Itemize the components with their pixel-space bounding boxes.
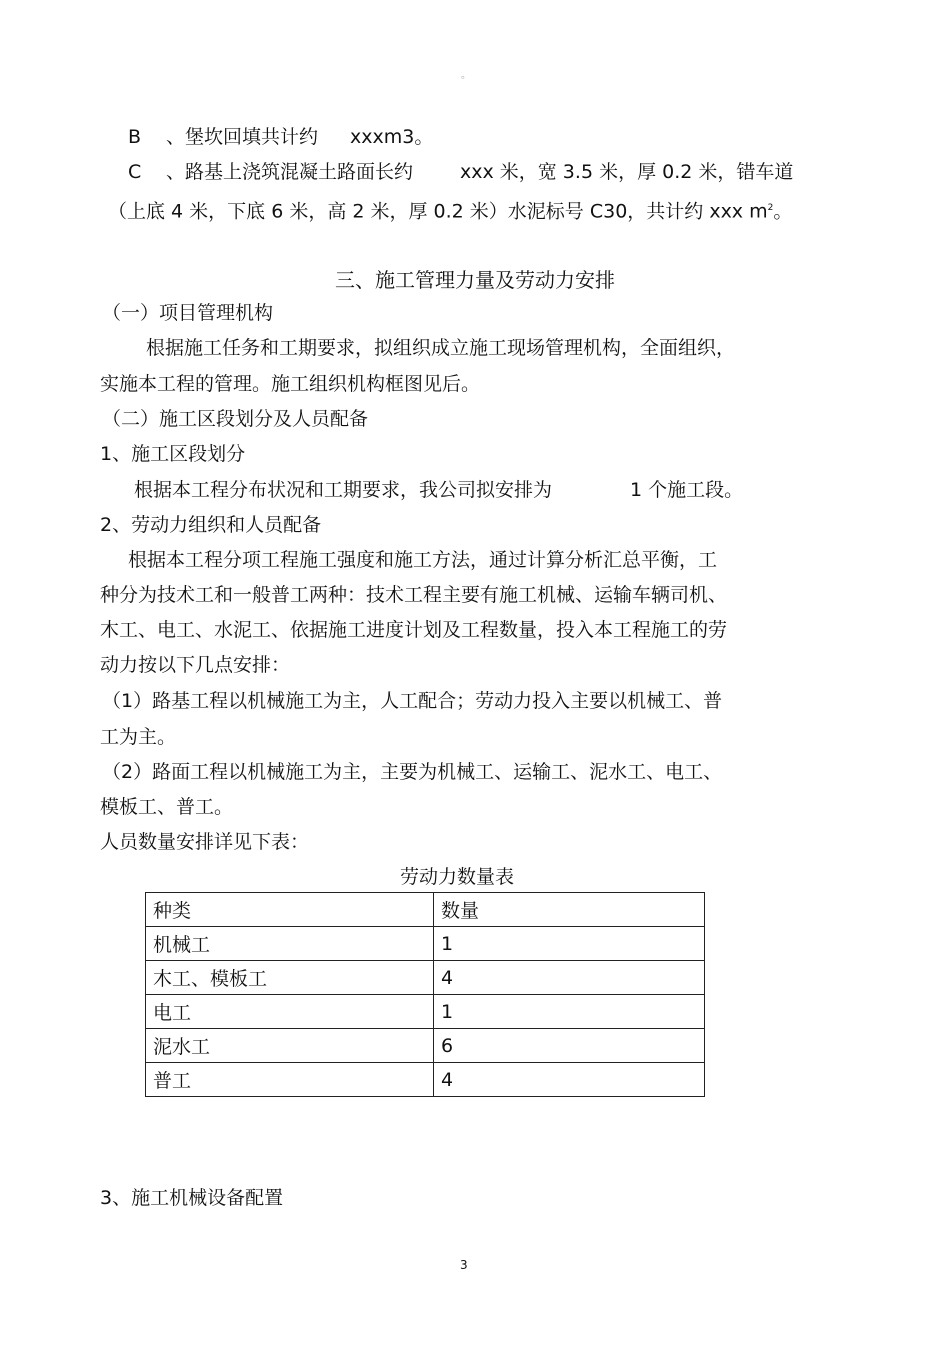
point-2-line-1: （2）路面工程以机械施工为主，主要为机械工、运输工、泥水工、电工、 — [102, 761, 723, 783]
item-2-line-1: 根据本工程分项工程施工强度和施工方法，通过计算分析汇总平衡，工 — [128, 549, 718, 571]
table-row — [146, 961, 705, 995]
item-b-letter: B — [128, 126, 142, 148]
item-b-text: 、堡坎回填共计约 — [166, 126, 319, 148]
cell-category: 电工 — [146, 995, 434, 1029]
cell-quantity: 4 — [434, 1063, 705, 1097]
item-2-title: 2、劳动力组织和人员配备 — [100, 514, 322, 536]
point-2-line-2: 模板工、普工。 — [100, 796, 234, 818]
item-b-value: xxxm3。 — [350, 126, 434, 148]
table-row — [146, 927, 705, 961]
table-intro: 人员数量安排详见下表： — [100, 831, 310, 853]
item-c-text2: xxx 米，宽 3.5 米，厚 0.2 米，错车道 — [460, 161, 794, 183]
page-number: 3 — [460, 1258, 468, 1272]
item-2-line-2: 种分为技术工和一般普工两种：技术工程主要有施工机械、运输车辆司机、 — [100, 584, 728, 606]
cell-category: 机械工 — [146, 927, 434, 961]
table-row — [146, 995, 705, 1029]
cell-quantity: 4 — [434, 961, 705, 995]
item-c-text3: （上底 4 米，下底 6 米，高 2 米，厚 0.2 米）水泥标号 C30，共计约 xxx m — [108, 200, 768, 223]
table-row — [146, 1029, 705, 1063]
point-1-line-2: 工为主。 — [100, 726, 177, 748]
cell-category: 木工、模板工 — [146, 961, 434, 995]
top-mark: 。 — [461, 70, 471, 81]
item-c-sup: 2 — [767, 203, 774, 213]
cell-quantity: 1 — [434, 927, 705, 961]
item-2-line-4: 动力按以下几点安排： — [100, 654, 291, 676]
header-category: 种类 — [146, 893, 434, 927]
item-1-title: 1、施工区段划分 — [100, 443, 246, 465]
item-c-letter: C — [128, 161, 142, 183]
point-1-line-1: （1）路基工程以机械施工为主，人工配合；劳动力投入主要以机械工、普 — [102, 690, 723, 712]
paragraph-1-line-2: 实施本工程的管理。施工组织机构框图见后。 — [100, 373, 481, 395]
item-c-end: 。 — [773, 200, 793, 223]
cell-quantity: 6 — [434, 1029, 705, 1063]
item-c-text3-line — [108, 195, 792, 224]
labor-table — [145, 892, 705, 1097]
table-row — [146, 1063, 705, 1097]
section-title: 三、施工管理力量及劳动力安排 — [335, 268, 615, 292]
item-3-title: 3、施工机械设备配置 — [100, 1187, 284, 1209]
table-header-row — [146, 893, 705, 927]
item-1-number: 1 个施工段。 — [630, 479, 744, 501]
header-quantity: 数量 — [434, 893, 705, 927]
table-caption: 劳动力数量表 — [400, 866, 515, 888]
cell-category: 泥水工 — [146, 1029, 434, 1063]
subheading-2: （二）施工区段划分及人员配备 — [102, 408, 369, 430]
paragraph-1-line-1: 根据施工任务和工期要求，拟组织成立施工现场管理机构，全面组织， — [146, 337, 736, 359]
cell-category: 普工 — [146, 1063, 434, 1097]
subheading-1: （一）项目管理机构 — [102, 302, 274, 324]
item-2-line-3: 木工、电工、水泥工、依据施工进度计划及工程数量，投入本工程施工的劳 — [100, 619, 728, 641]
item-c-text1: 、路基上浇筑混凝土路面长约 — [166, 161, 414, 183]
item-1-paragraph: 根据本工程分布状况和工期要求，我公司拟安排为 — [134, 479, 553, 501]
cell-quantity: 1 — [434, 995, 705, 1029]
